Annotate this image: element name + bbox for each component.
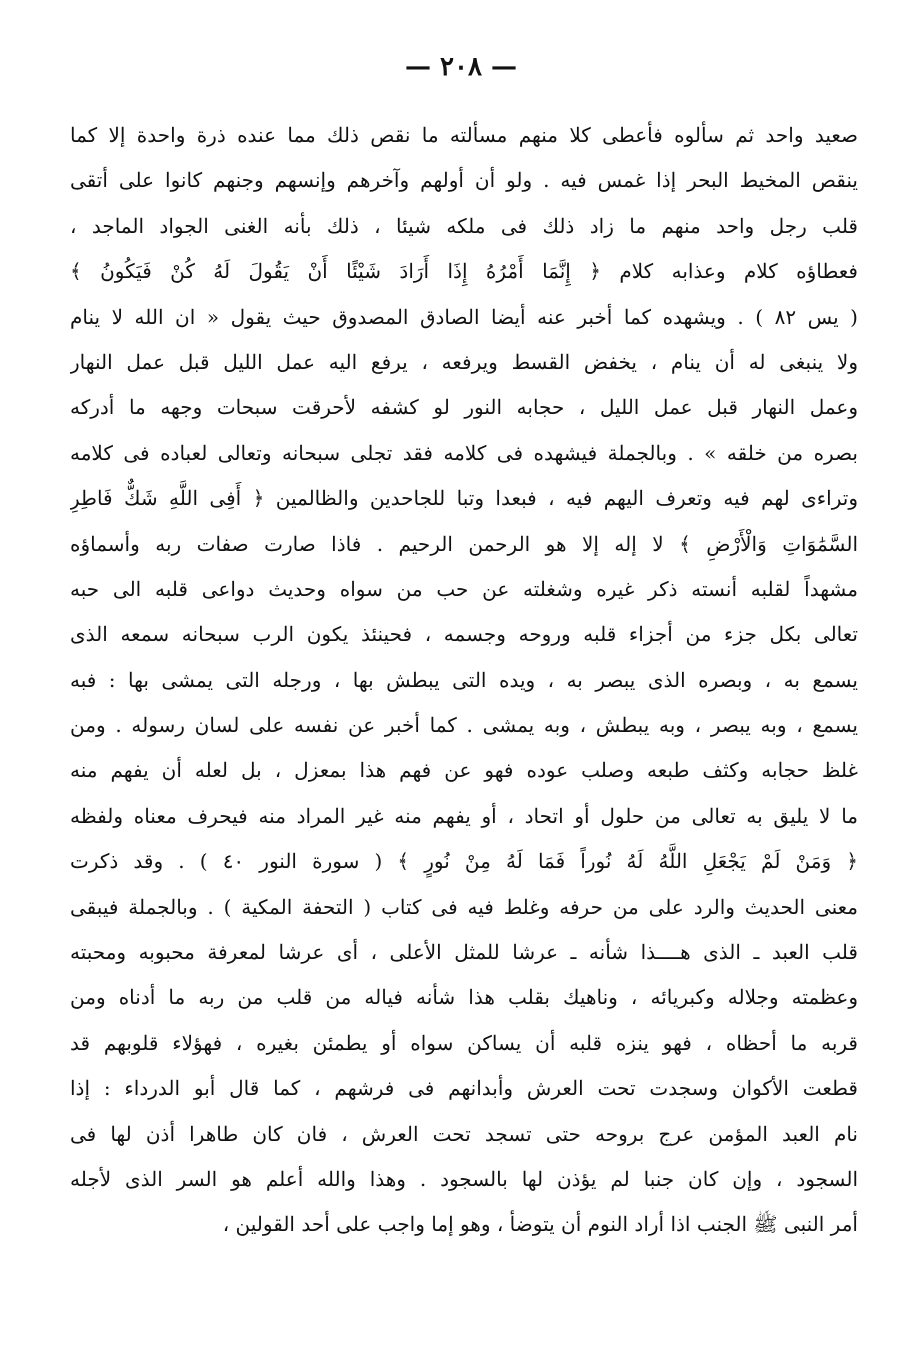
text-line: غلظ حجابه وكثف طبعه وصلب عوده فهو عن فهم هذا بمعزل ، بل لعله أن يفهم منه [70,758,858,783]
text-line: السَّمَٰوَاتِ وَالْأَرْضِ ﴾ لا إله إلا هو الرحمن الرحيم . فاذا صارت صفات ربه وأسماؤه [70,531,858,556]
text-line: يسمع به ، وبصره الذى يبصر به ، ويده التى يبطش بها ، ورجله التى يمشى بها : فبه [70,667,858,692]
text-line: وعمل النهار قبل عمل الليل ، حجابه النور لو كشفه لأحرقت سبحات وجهه ما أدركه [70,395,858,420]
text-line: قلب رجل واحد منهم ما زاد ذلك فى ملكه شيئا ، ذلك بأنه الغنى الجواد الماجد ، [70,213,858,238]
text-line: قطعت الأكوان وسجدت تحت العرش وأبدانهم فى فرشهم ، كما قال أبو الدرداء : إذا [70,1076,858,1101]
text-line: أمر النبى ﷺ الجنب اذا أراد النوم أن يتوضأ ، وهو إما واجب على أحد القولين ، [222,1212,858,1237]
text-line: فعطاؤه كلام وعذابه كلام ﴿ إِنَّمَا أَمْرُهُ إِذَا أَرَادَ شَيْئًا أَنْ يَقُولَ لَهُ كُنْ فَيَكُونُ ﴾ [70,259,858,284]
text-line: تعالى بكل جزء من أجزاء قلبه وروحه وجسمه ، فحينئذ يكون الرب سبحانه سمعه الذى [70,622,858,647]
text-line: معنى الحديث والرد على من حرفه وغلط فيه فى كتاب ( التحفة المكية ) . وبالجملة فيبقى [70,894,858,919]
text-line: ما لا يليق به تعالى من حلول أو اتحاد ، أو يفهم منه غير المراد منه فيحرف معناه ولفظه [70,803,858,828]
page-number: — ٢٠٨ — [404,52,518,82]
text-line: ينقص المخيط البحر إذا غمس فيه . ولو أن أولهم وآخرهم وإنسهم وجنهم كانوا على أتقى [70,168,858,193]
text-line: ﴿ وَمَنْ لَمْ يَجْعَلِ اللَّهُ لَهُ نُوراً فَمَا لَهُ مِنْ نُورٍ ﴾ ( سورة النور ٤٠ ) . وقد ذكرت [70,849,858,874]
text-line: مشهداً لقلبه أنسته ذكر غيره وشغلته عن حب من سواه وحديث دواعى قلبه الى حبه [70,576,858,601]
text-line: وتراءى لهم فيه وتعرف اليهم فيه ، فبعدا وتبا للجاحدين والظالمين ﴿ أَفِى اللَّهِ شَكٌّ فَاطِرِ [70,486,858,511]
text-line: بصره من خلقه » . وبالجملة فيشهده فى كلامه فقد تجلى سبحانه وتعالى لعباده فى كلامه [70,440,858,465]
text-line: صعيد واحد ثم سألوه فأعطى كلا منهم مسألته ما نقص ذلك مما عنده ذرة واحدة إلا كما [70,123,858,147]
text-line: نام العبد المؤمن عرج بروحه حتى تسجد تحت العرش ، فان كان طاهرا أذن لها فى [70,1121,858,1146]
text-line: قربه ما أحظاه ، فهو ينزه قلبه أن يساكن سواه أو يطمئن بغيره ، فهؤلاء قلوبهم قد [70,1030,858,1055]
text-line: ولا ينبغى له أن ينام ، يخفض القسط ويرفعه ، يرفع اليه عمل الليل قبل عمل النهار [70,349,858,374]
text-body [70,113,858,1248]
text-line: قلب العبد ـ الذى هــــذا شأنه ـ عرشا للمثل الأعلى ، أى عرشا لمعرفة محبوبه ومحبته [70,940,858,965]
text-line: السجود ، وإن كان جنبا لم يؤذن لها بالسجود . وهذا والله أعلم هو السر الذى لأجله [70,1166,858,1191]
text-line: ( يس ٨٢ ) . ويشهده كما أخبر عنه أيضا الصادق المصدوق حيث يقول « ان الله لا ينام [70,304,858,329]
text-line: يسمع ، وبه يبصر ، وبه يبطش ، وبه يمشى . كما أخبر عن نفسه على لسان رسوله . ومن [70,713,858,738]
text-line: وعظمته وجلاله وكبريائه ، وناهيك بقلب هذا شأنه فياله من قلب من ربه ما أدناه ومن [70,985,858,1010]
